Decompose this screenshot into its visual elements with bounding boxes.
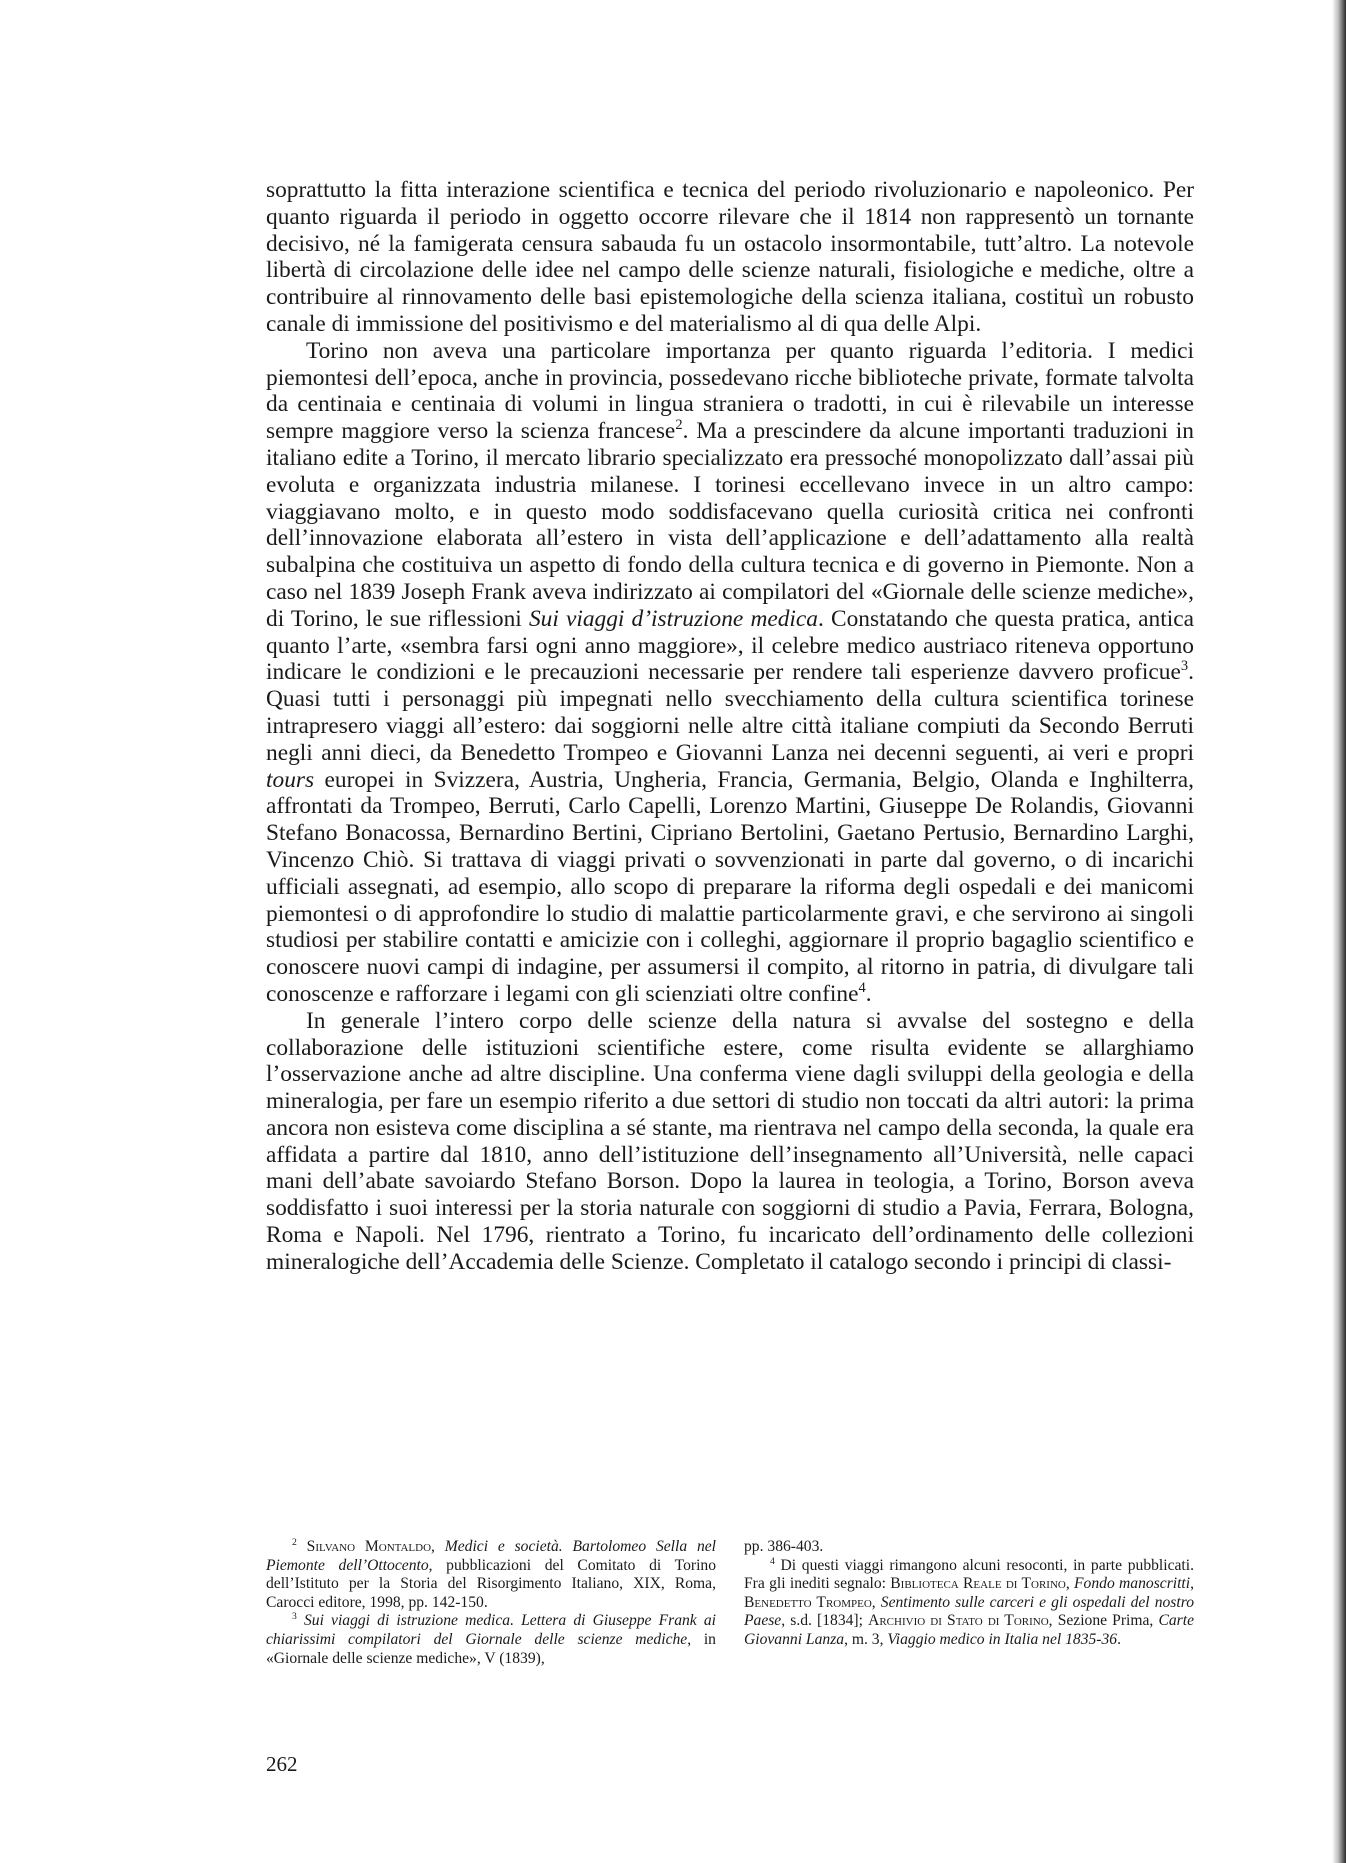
archive-name: Archivio di Stato di Torino xyxy=(868,1612,1049,1630)
text-run: In generale l’intero corpo delle scienze della natura si avvalse del sostegno e della collaborazione delle istituzioni scientifiche estere, come risulta evidente se allarghiamo l’osservazione anche ad altre discipline. Una conferma viene dagli sviluppi della geologia e della mineralogia, per fare un esempio riferito a due settori di studio non toccati da altri autori: la prima ancora non esisteva come disciplina a sé stante, ma rientrava nel campo della seconda, la quale era affidata a partire dal 1810, anno dell’istituzione dell’insegnamento all’Università, nelle capaci mani dell’abate savoiardo Stefano Borson. Dopo la laurea in teologia, a Torino, Borson aveva soddisfatto i suoi interessi per la storia naturale con soggiorni di studio a Pavia, Ferrara, Bologna, Roma e Napoli. Nel 1796, rientrato a Torino, fu incaricato dell’ordinamento delle collezioni mineralogiche dell’Accademia delle Scienze. Completato il catalogo secondo i principi di classi- xyxy=(266,1007,1194,1275)
text-run: . Constatando che questa pratica, antica quanto l’arte, «sembra farsi ogni anno maggiore», il celebre medico austriaco riteneva opportuno indicare le condizioni e le precauzioni necessarie per rendere tali esperienze davvero proficue xyxy=(266,605,1194,686)
cited-title: Sui viaggi d’istruzione medica xyxy=(528,605,818,632)
italic-term: tours xyxy=(266,766,315,793)
text-run: , m. 3, xyxy=(844,1630,888,1648)
author-name: Silvano Montaldo xyxy=(306,1538,432,1555)
page-edge-shadow xyxy=(1332,0,1346,1863)
text-run: , s.d. [1834]; xyxy=(781,1612,869,1630)
footnote-ref-3: 3 xyxy=(1180,658,1189,675)
footnotes xyxy=(266,1538,1194,1668)
text-run xyxy=(297,1538,307,1555)
footnote-ref-4: 4 xyxy=(858,980,866,997)
archive-name: Biblioteca Reale di Torino xyxy=(890,1575,1066,1593)
cited-title: Fondo manoscritti xyxy=(1074,1575,1191,1593)
text-run: , xyxy=(1065,1575,1075,1593)
text-run: , pubblicazioni del Comitato di Torino dell’Istituto per la Storia del Risorgimento Italiano, XIX, Roma, Carocci editore, 1998, pp. 142-150. xyxy=(266,1556,716,1611)
text-run: , xyxy=(431,1538,445,1555)
footnote-2 xyxy=(266,1538,716,1612)
footnote-ref-2: 2 xyxy=(675,417,683,434)
cited-title: Sui viaggi di istruzione medica. Lettera di Giuseppe Frank ai chiarissimi compilatori del Giornale delle scienze mediche xyxy=(266,1612,716,1648)
page-number: 262 xyxy=(266,1752,298,1776)
text-run: . Quasi tutti i personaggi più impegnati nello svecchiamento della cultura scientifica torinese intrapresero viaggi all’estero: dai soggiorni nelle altre città italiane compiuti da Secondo Berruti negli anni dieci, da Benedetto Trompeo e Giovanni Lanza nei decenni seguenti, ai veri e propri xyxy=(266,659,1194,766)
text-run: , in «Giornale delle scienze mediche», V (1839), xyxy=(266,1630,716,1667)
cited-title: Viaggio medico in Italia nel 1835-36 xyxy=(887,1630,1118,1648)
text-run: pp. 386-403. xyxy=(744,1538,824,1555)
text-run: Torino non aveva una particolare importanza per quanto riguarda l’editoria. I medici piemontesi dell’epoca, anche in provincia, possedevano ricche biblioteche private, formate talvolta da centinaia e centinaia di volumi in lingua straniera o tradotti, in cui è rilevabile un interesse sempre maggiore verso la scienza francese xyxy=(266,337,1194,445)
footnote-3-continued xyxy=(744,1538,1194,1557)
paragraph-2 xyxy=(266,338,1194,1008)
paragraph-3 xyxy=(266,1008,1194,1276)
cited-title: Medici e società. Bartolomeo Sella nel Piemonte dell’Ottocento xyxy=(266,1538,716,1574)
footnote-number: 3 xyxy=(292,1611,297,1623)
footnotes-right-column xyxy=(744,1538,1194,1668)
footnote-3 xyxy=(266,1612,716,1668)
text-run: Di questi viaggi rimangono alcuni resoconti, in parte pubblicati. Fra gli inediti segnalo: xyxy=(744,1556,1194,1593)
text-run: , xyxy=(871,1593,881,1611)
text-run: soprattutto la fitta interazione scientifica e tecnica del periodo rivoluzionario e napoleonico. Per quanto riguarda il periodo in oggetto occorre rilevare che il 1814 non rappresentò un tornante decisivo, né la famigerata censura sabauda fu un ostacolo insormontabile, tutt’altro. La notevole libertà di circolazione delle idee nel campo delle scienze naturali, fisiologiche e mediche, oltre a contribuire al rinnovamento delle basi epistemologiche della scienza italiana, costituì un robusto canale di immissione del positivismo e del materialismo al di qua delle Alpi. xyxy=(266,177,1194,337)
text-run: , xyxy=(1190,1575,1194,1593)
text-run: . xyxy=(1117,1630,1121,1648)
cited-title: Carte Giovanni Lanza xyxy=(744,1612,1194,1648)
body-text xyxy=(266,177,1194,1276)
text-run: europei in Svizzera, Austria, Ungheria, Francia, Germania, Belgio, Olanda e Inghilterra, affrontati da Trompeo, Berruti, Carlo Capelli, Lorenzo Martini, Giuseppe De Rolandis, Giovanni Stefano Bonacossa, Bernardino Bertini, Cipriano Bertolini, Gaetano Pertusio, Bernardino Larghi, Vincenzo Chiò. Si trattava di viaggi privati o sovvenzionati in parte dal governo, o di incarichi ufficiali assegnati, ad esempio, allo scopo di preparare la riforma degli ospedali e dei manicomi piemontesi o di approfondire lo studio di malattie particolarmente gravi, e che servirono ai singoli studiosi per stabilire contatti e amicizie con i colleghi, aggiornare il proprio bagaglio scientifico e conoscere nuovi campi di indagine, per assumersi il compito, al ritorno in patria, di divulgare tali conoscenze e rafforzare i legami con gli scienziati oltre confine xyxy=(266,766,1194,1007)
paragraph-1 xyxy=(266,177,1194,338)
footnote-4 xyxy=(744,1557,1194,1650)
text-run: . xyxy=(865,980,872,1007)
text-run: . Ma a prescindere da alcune importanti traduzioni in italiano edite a Torino, il mercato librario specializzato era pressoché monopolizzato dall’assai più evoluta e organizzata industria milanese. I torinesi eccellevano invece in un altro campo: viaggiavano molto, e in questo modo soddisfacevano quella curiosità critica nei confronti dell’innovazione elaborata all’estero in vista dell’applicazione e dell’adattamento alla realtà subalpina che costituiva un aspetto di fondo della cultura tecnica e di governo in Piemonte. Non a caso nel 1839 Joseph Frank aveva indirizzato ai compilatori del «Giornale delle scienze mediche», di Torino, le sue riflessioni xyxy=(266,418,1194,632)
text-run xyxy=(297,1612,304,1629)
cited-title: Sentimento sulle carceri e gli ospedali del nostro Paese xyxy=(744,1593,1194,1630)
footnote-number: 2 xyxy=(292,1536,297,1548)
footnotes-left-column xyxy=(266,1538,716,1668)
footnote-number: 4 xyxy=(770,1555,775,1567)
text-run: , Sezione Prima, xyxy=(1048,1612,1159,1630)
author-name: Benedetto Trompeo xyxy=(744,1593,872,1611)
